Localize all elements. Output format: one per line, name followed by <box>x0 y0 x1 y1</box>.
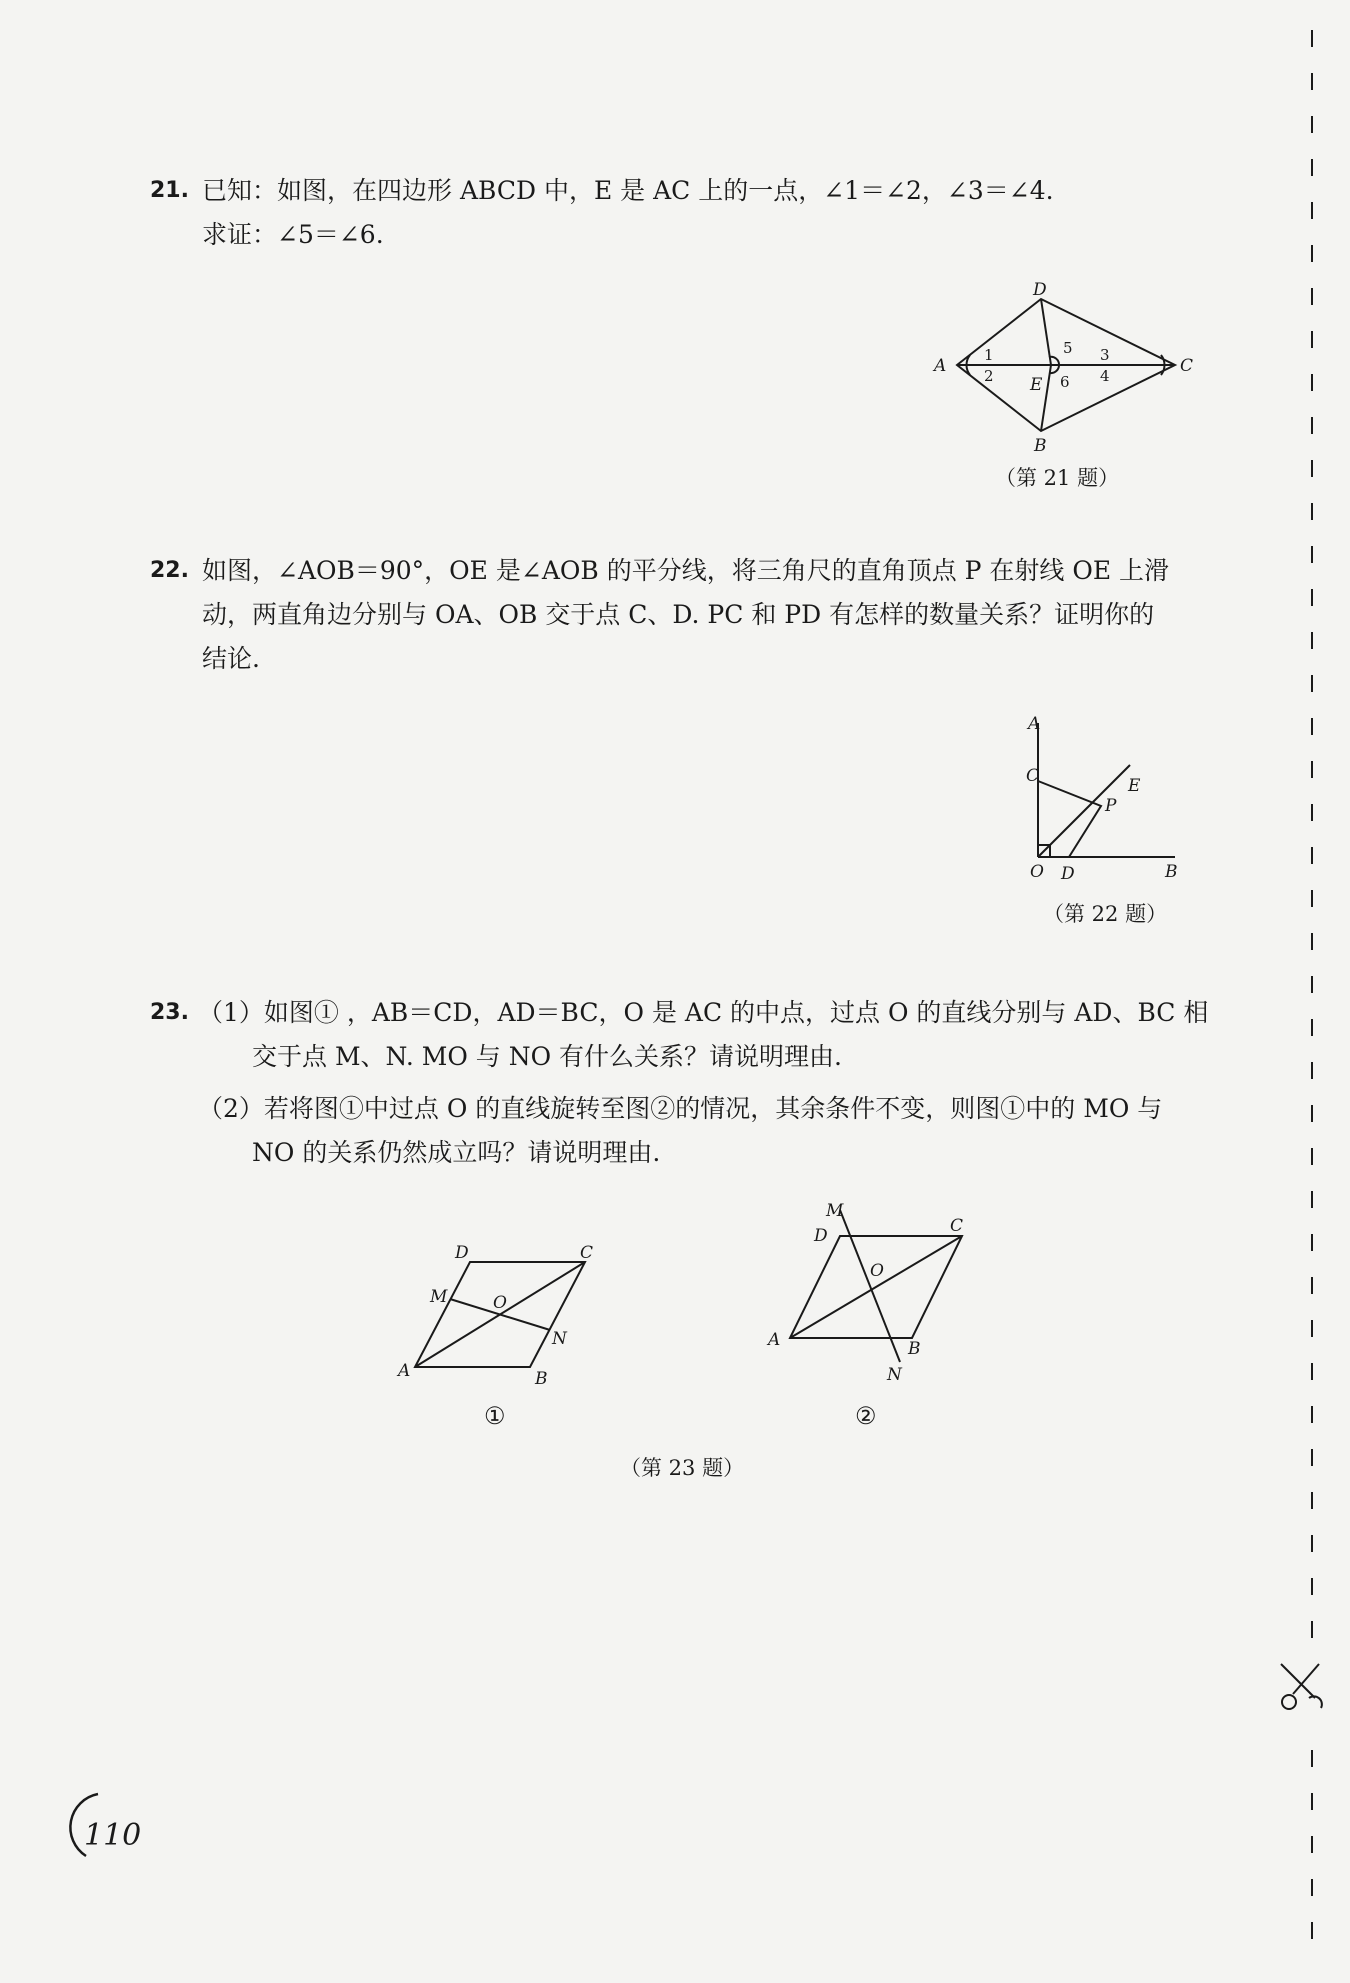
angle-label-1: 1 <box>984 346 994 364</box>
cut-line-dash <box>1311 847 1313 864</box>
cut-line-dash <box>1311 30 1313 47</box>
cut-line-dash <box>1311 761 1313 778</box>
cut-line-dash <box>1311 202 1313 219</box>
point-label-b: B <box>908 1339 921 1359</box>
figure-23-1 <box>390 1240 610 1390</box>
question-number: 23. <box>150 1000 189 1025</box>
figure-label-2: ② <box>855 1402 877 1430</box>
cut-line-dash <box>1311 1148 1313 1165</box>
cut-line-dash <box>1311 1234 1313 1251</box>
figure-23-2 <box>760 1200 980 1385</box>
cut-line-dash <box>1311 1449 1313 1466</box>
cut-line-dash <box>1311 1836 1313 1853</box>
cut-line-dash <box>1311 460 1313 477</box>
figure-21 <box>920 280 1200 456</box>
cut-line-dash <box>1311 374 1313 391</box>
point-label-b: B <box>535 1369 548 1389</box>
angle-label-3: 3 <box>1100 346 1110 364</box>
cut-line-dash <box>1311 718 1313 735</box>
point-label-e: E <box>1030 375 1043 395</box>
cut-line-dash <box>1311 73 1313 90</box>
question-text-line: 交于点 M、N. MO 与 NO 有什么关系？请说明理由. <box>252 1042 842 1071</box>
angle-label-5: 5 <box>1063 339 1073 357</box>
cut-line-dash <box>1311 1105 1313 1122</box>
cut-line-dash <box>1311 1406 1313 1423</box>
cut-line-dash <box>1311 116 1313 133</box>
cut-line-dash <box>1311 331 1313 348</box>
cut-line-dash <box>1311 1320 1313 1337</box>
figure-label-1: ① <box>484 1402 506 1430</box>
question-text-line: （1）如图① ，AB＝CD，AD＝BC，O 是 AC 的中点，过点 O 的直线分别与 AD、BC 相 <box>198 998 1209 1027</box>
point-label-b: B <box>1165 862 1178 882</box>
scissors-icon <box>1275 1660 1325 1716</box>
point-label-c: C <box>580 1243 594 1263</box>
angle-label-6: 6 <box>1060 373 1070 391</box>
figure-22 <box>1015 715 1195 890</box>
question-number: 21. <box>150 178 189 203</box>
question-text-line: 结论. <box>202 644 260 673</box>
point-label-o: O <box>1030 862 1044 882</box>
point-label-d: D <box>1061 864 1075 884</box>
cut-line-dash <box>1311 1922 1313 1939</box>
cut-line-dash <box>1311 1750 1313 1767</box>
question-text-line: 求证：∠5＝∠6. <box>202 220 384 249</box>
cut-line-dash <box>1311 1621 1313 1638</box>
page-number: 110 <box>84 1818 142 1853</box>
cut-line-dash <box>1311 1492 1313 1509</box>
cut-line-dash <box>1311 589 1313 606</box>
cut-line-dash <box>1311 976 1313 993</box>
cut-line-dash <box>1311 1578 1313 1595</box>
point-label-o: O <box>870 1261 884 1281</box>
point-label-b: B <box>1034 436 1047 456</box>
cut-line-dash <box>1311 159 1313 176</box>
question-text-line: 如图，∠AOB＝90°，OE 是∠AOB 的平分线，将三角尺的直角顶点 P 在射线 OE 上滑 <box>202 556 1170 585</box>
point-label-p: P <box>1105 796 1117 816</box>
cut-line-dash <box>1311 675 1313 692</box>
cut-line-dash <box>1311 1363 1313 1380</box>
cut-line-dash <box>1311 632 1313 649</box>
figure-caption: （第 21 题） <box>995 466 1120 490</box>
cut-line-dash <box>1311 804 1313 821</box>
cut-line-dash <box>1311 1793 1313 1810</box>
cut-line-dash <box>1311 245 1313 262</box>
point-label-d: D <box>814 1226 828 1246</box>
point-label-c: C <box>1026 766 1040 786</box>
point-label-o: O <box>493 1293 507 1313</box>
point-label-a: A <box>768 1330 781 1350</box>
point-label-n: N <box>552 1329 567 1349</box>
figure-caption: （第 22 题） <box>1043 902 1168 926</box>
cut-line-dash <box>1311 1535 1313 1552</box>
point-label-a: A <box>1028 714 1041 734</box>
cut-line-dash <box>1311 417 1313 434</box>
question-text-line: NO 的关系仍然成立吗？请说明理由. <box>252 1138 661 1167</box>
cut-line-dash <box>1311 546 1313 563</box>
point-label-c: C <box>950 1216 964 1236</box>
point-label-e: E <box>1128 776 1141 796</box>
point-label-m: M <box>430 1287 448 1307</box>
cut-line-dash <box>1311 288 1313 305</box>
angle-label-4: 4 <box>1100 367 1110 385</box>
cut-line-dash <box>1311 1879 1313 1896</box>
point-label-c: C <box>1180 356 1194 376</box>
cut-line-dash <box>1311 1191 1313 1208</box>
point-label-a: A <box>934 356 947 376</box>
cut-line-dash <box>1311 1019 1313 1036</box>
cut-line-dash <box>1311 1277 1313 1294</box>
cut-line-dash <box>1311 933 1313 950</box>
question-text-line: （2）若将图①中过点 O 的直线旋转至图②的情况，其余条件不变，则图①中的 MO 与 <box>198 1094 1163 1123</box>
question-number: 22. <box>150 558 189 583</box>
question-text-line: 动，两直角边分别与 OA、OB 交于点 C、D. PC 和 PD 有怎样的数量关系？证明你的 <box>202 600 1155 629</box>
cut-line-dash <box>1311 1062 1313 1079</box>
figure-caption: （第 23 题） <box>620 1456 745 1480</box>
point-label-n: N <box>887 1365 902 1385</box>
cut-line-dash <box>1311 890 1313 907</box>
point-label-d: D <box>1033 280 1047 300</box>
angle-label-2: 2 <box>984 367 994 385</box>
cut-line-dash <box>1311 503 1313 520</box>
question-text-line: 已知：如图，在四边形 ABCD 中，E 是 AC 上的一点，∠1＝∠2，∠3＝∠4. <box>202 176 1054 205</box>
point-label-d: D <box>455 1243 469 1263</box>
point-label-a: A <box>398 1361 411 1381</box>
point-label-m: M <box>826 1201 844 1221</box>
